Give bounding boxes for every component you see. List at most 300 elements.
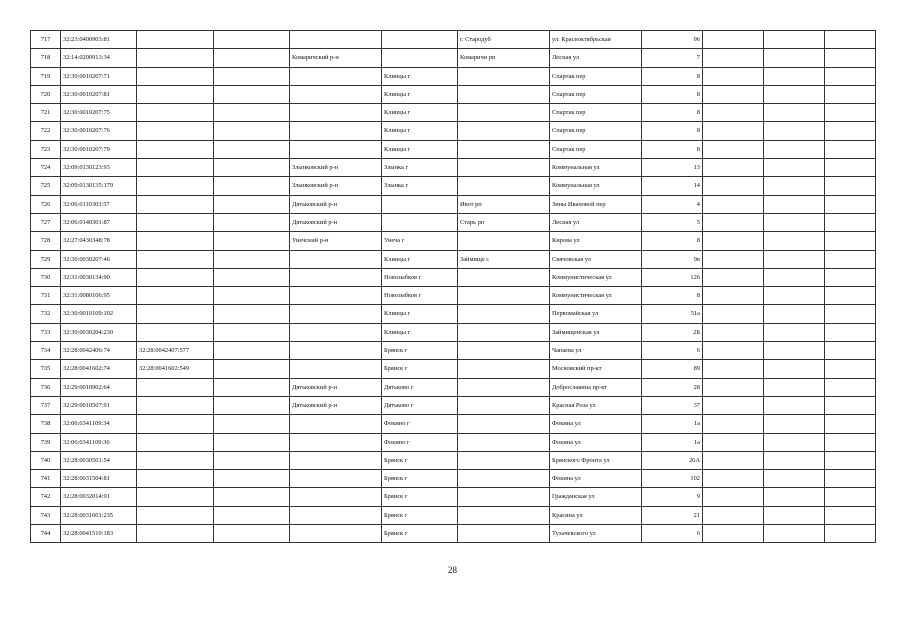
table-row [31, 268, 876, 286]
street-cell: Зины Ивановой пер [550, 195, 642, 213]
row-number-cell: 728 [31, 232, 61, 250]
city-cell: Дятьково г [382, 396, 458, 414]
empty-cell-3 [825, 268, 876, 286]
cadastral-number-cell: 32:28:0030501:54 [61, 451, 137, 469]
house-number-cell: 4 [642, 195, 703, 213]
extra-cadastral-cell: 32:28:0041602:549 [137, 360, 214, 378]
street-cell: Свячовская ул [550, 250, 642, 268]
blank-cell [214, 85, 290, 103]
empty-cell-2 [764, 506, 825, 524]
blank-cell [214, 415, 290, 433]
extra-cadastral-cell [137, 49, 214, 67]
blank-cell [214, 488, 290, 506]
house-number-cell: 9 [642, 488, 703, 506]
district-cell [290, 140, 382, 158]
empty-cell-3 [825, 195, 876, 213]
empty-cell-3 [825, 488, 876, 506]
empty-cell-1 [703, 104, 764, 122]
house-number-cell: 8 [642, 232, 703, 250]
table-row [31, 488, 876, 506]
row-number-cell: 733 [31, 323, 61, 341]
cadastral-number-cell: 32:28:0032014:91 [61, 488, 137, 506]
house-number-cell: 8 [642, 85, 703, 103]
table-row [31, 470, 876, 488]
house-number-cell: 7 [642, 49, 703, 67]
extra-cadastral-cell: 32:28:0042407:577 [137, 342, 214, 360]
property-register-table [30, 30, 876, 543]
table-row [31, 67, 876, 85]
cadastral-number-cell: 32:30:0010207:81 [61, 85, 137, 103]
street-cell: Лесная ул [550, 49, 642, 67]
blank-cell [214, 31, 290, 49]
row-number-cell: 730 [31, 268, 61, 286]
empty-cell-1 [703, 396, 764, 414]
settlement-cell [458, 287, 550, 305]
street-cell: Спартак пер [550, 85, 642, 103]
city-cell: Клинцы г [382, 85, 458, 103]
empty-cell-3 [825, 451, 876, 469]
row-number-cell: 719 [31, 67, 61, 85]
street-cell: Московский пр-кт [550, 360, 642, 378]
settlement-cell [458, 415, 550, 433]
house-number-cell: 8 [642, 67, 703, 85]
empty-cell-2 [764, 195, 825, 213]
street-cell: Спартак пер [550, 122, 642, 140]
city-cell: Фокино г [382, 415, 458, 433]
district-cell [290, 506, 382, 524]
extra-cadastral-cell [137, 415, 214, 433]
cadastral-number-cell: 32:09:0130135:179 [61, 177, 137, 195]
blank-cell [214, 506, 290, 524]
cadastral-number-cell: 32:30:0010207:71 [61, 67, 137, 85]
cadastral-number-cell: 32:28:0031504:81 [61, 470, 137, 488]
house-number-cell: 2Б [642, 323, 703, 341]
empty-cell-3 [825, 396, 876, 414]
table-row [31, 140, 876, 158]
extra-cadastral-cell [137, 287, 214, 305]
row-number-cell: 736 [31, 378, 61, 396]
district-cell [290, 433, 382, 451]
empty-cell-1 [703, 232, 764, 250]
empty-cell-2 [764, 232, 825, 250]
empty-cell-1 [703, 415, 764, 433]
table-row [31, 415, 876, 433]
empty-cell-3 [825, 31, 876, 49]
blank-cell [214, 177, 290, 195]
street-cell: Фокина ул [550, 415, 642, 433]
cadastral-number-cell: 32:27:0430348:78 [61, 232, 137, 250]
empty-cell-2 [764, 488, 825, 506]
empty-cell-2 [764, 323, 825, 341]
district-cell: Дятьковский р-н [290, 213, 382, 231]
house-number-cell: 8 [642, 122, 703, 140]
empty-cell-2 [764, 31, 825, 49]
blank-cell [214, 232, 290, 250]
settlement-cell: Займище с [458, 250, 550, 268]
house-number-cell: 96 [642, 31, 703, 49]
row-number-cell: 721 [31, 104, 61, 122]
empty-cell-2 [764, 360, 825, 378]
extra-cadastral-cell [137, 232, 214, 250]
extra-cadastral-cell [137, 396, 214, 414]
house-number-cell: 1а [642, 433, 703, 451]
table-row [31, 195, 876, 213]
district-cell [290, 470, 382, 488]
row-number-cell: 726 [31, 195, 61, 213]
city-cell: Злынка г [382, 177, 458, 195]
empty-cell-3 [825, 287, 876, 305]
cadastral-number-cell: 32:30:0030204:230 [61, 323, 137, 341]
district-cell: Унечский р-н [290, 232, 382, 250]
house-number-cell: 8 [642, 140, 703, 158]
row-number-cell: 738 [31, 415, 61, 433]
settlement-cell: г. Стародуб [458, 31, 550, 49]
house-number-cell: 26А [642, 451, 703, 469]
empty-cell-3 [825, 140, 876, 158]
city-cell [382, 195, 458, 213]
empty-cell-3 [825, 85, 876, 103]
city-cell: Клинцы г [382, 250, 458, 268]
empty-cell-3 [825, 305, 876, 323]
extra-cadastral-cell [137, 488, 214, 506]
table-row [31, 396, 876, 414]
street-cell: Коммунистическая ул [550, 268, 642, 286]
blank-cell [214, 287, 290, 305]
row-number-cell: 729 [31, 250, 61, 268]
settlement-cell: Ивот рп [458, 195, 550, 213]
district-cell: Комаричский р-н [290, 49, 382, 67]
empty-cell-1 [703, 49, 764, 67]
row-number-cell: 742 [31, 488, 61, 506]
cadastral-number-cell: 32:28:0042406:74 [61, 342, 137, 360]
settlement-cell: Комаричи рп [458, 49, 550, 67]
empty-cell-3 [825, 342, 876, 360]
cadastral-number-cell: 32:28:0041510:183 [61, 525, 137, 543]
cadastral-number-cell: 32:06:0341109:36 [61, 433, 137, 451]
settlement-cell [458, 525, 550, 543]
row-number-cell: 724 [31, 159, 61, 177]
empty-cell-2 [764, 213, 825, 231]
cadastral-number-cell: 32:06:0140301:87 [61, 213, 137, 231]
table-row [31, 378, 876, 396]
street-cell: ул. Красноктябрьская [550, 31, 642, 49]
empty-cell-1 [703, 305, 764, 323]
row-number-cell: 732 [31, 305, 61, 323]
city-cell [382, 213, 458, 231]
house-number-cell: 21 [642, 506, 703, 524]
settlement-cell [458, 378, 550, 396]
settlement-cell [458, 104, 550, 122]
cadastral-number-cell: 32:31:0080106:95 [61, 287, 137, 305]
extra-cadastral-cell [137, 323, 214, 341]
row-number-cell: 735 [31, 360, 61, 378]
settlement-cell [458, 323, 550, 341]
blank-cell [214, 342, 290, 360]
table-row [31, 104, 876, 122]
empty-cell-1 [703, 323, 764, 341]
street-cell: Кирова ул [550, 232, 642, 250]
cadastral-number-cell: 32:29:0010902:64 [61, 378, 137, 396]
table-row [31, 525, 876, 543]
empty-cell-2 [764, 122, 825, 140]
empty-cell-3 [825, 213, 876, 231]
table-row [31, 31, 876, 49]
empty-cell-1 [703, 195, 764, 213]
settlement-cell [458, 232, 550, 250]
row-number-cell: 740 [31, 451, 61, 469]
empty-cell-1 [703, 85, 764, 103]
empty-cell-3 [825, 323, 876, 341]
empty-cell-2 [764, 470, 825, 488]
row-number-cell: 723 [31, 140, 61, 158]
cadastral-number-cell: 32:31:0030134:90 [61, 268, 137, 286]
extra-cadastral-cell [137, 470, 214, 488]
blank-cell [214, 470, 290, 488]
street-cell: Чапаева ул [550, 342, 642, 360]
extra-cadastral-cell [137, 433, 214, 451]
empty-cell-1 [703, 488, 764, 506]
empty-cell-2 [764, 287, 825, 305]
blank-cell [214, 250, 290, 268]
row-number-cell: 731 [31, 287, 61, 305]
extra-cadastral-cell [137, 451, 214, 469]
empty-cell-2 [764, 159, 825, 177]
table-row [31, 287, 876, 305]
settlement-cell [458, 488, 550, 506]
table-row [31, 213, 876, 231]
extra-cadastral-cell [137, 305, 214, 323]
empty-cell-3 [825, 525, 876, 543]
settlement-cell [458, 122, 550, 140]
cadastral-number-cell: 32:06:0341109:34 [61, 415, 137, 433]
blank-cell [214, 140, 290, 158]
city-cell: Новозыбков г [382, 287, 458, 305]
blank-cell [214, 323, 290, 341]
city-cell [382, 49, 458, 67]
empty-cell-1 [703, 31, 764, 49]
empty-cell-3 [825, 470, 876, 488]
district-cell [290, 451, 382, 469]
blank-cell [214, 451, 290, 469]
empty-cell-1 [703, 159, 764, 177]
extra-cadastral-cell [137, 506, 214, 524]
blank-cell [214, 104, 290, 122]
empty-cell-1 [703, 451, 764, 469]
empty-cell-2 [764, 396, 825, 414]
table-body [31, 31, 876, 543]
street-cell: Коммунальная ул [550, 159, 642, 177]
blank-cell [214, 433, 290, 451]
table-row [31, 360, 876, 378]
city-cell: Брянск г [382, 451, 458, 469]
city-cell: Дятьково г [382, 378, 458, 396]
district-cell [290, 85, 382, 103]
empty-cell-1 [703, 342, 764, 360]
empty-cell-2 [764, 177, 825, 195]
city-cell: Фокино г [382, 433, 458, 451]
house-number-cell: 6 [642, 525, 703, 543]
house-number-cell: 102 [642, 470, 703, 488]
street-cell: Фокина ул [550, 470, 642, 488]
blank-cell [214, 67, 290, 85]
settlement-cell [458, 67, 550, 85]
blank-cell [214, 305, 290, 323]
district-cell: Дятьковский р-н [290, 195, 382, 213]
street-cell: Спартак пер [550, 104, 642, 122]
blank-cell [214, 360, 290, 378]
settlement-cell [458, 159, 550, 177]
empty-cell-2 [764, 305, 825, 323]
city-cell: Клинцы г [382, 67, 458, 85]
street-cell: Фокина ул [550, 433, 642, 451]
empty-cell-3 [825, 232, 876, 250]
house-number-cell: 6 [642, 342, 703, 360]
empty-cell-2 [764, 140, 825, 158]
empty-cell-2 [764, 525, 825, 543]
table-row [31, 49, 876, 67]
settlement-cell [458, 396, 550, 414]
empty-cell-3 [825, 415, 876, 433]
street-cell: Спартак пер [550, 67, 642, 85]
house-number-cell: 51а [642, 305, 703, 323]
extra-cadastral-cell [137, 250, 214, 268]
city-cell: Клинцы г [382, 305, 458, 323]
cadastral-number-cell: 32:30:0010109:102 [61, 305, 137, 323]
empty-cell-2 [764, 433, 825, 451]
settlement-cell [458, 470, 550, 488]
district-cell [290, 342, 382, 360]
settlement-cell [458, 506, 550, 524]
cadastral-number-cell: 32:28:0031601:235 [61, 506, 137, 524]
empty-cell-1 [703, 433, 764, 451]
district-cell [290, 287, 382, 305]
house-number-cell: 89 [642, 360, 703, 378]
empty-cell-1 [703, 360, 764, 378]
empty-cell-2 [764, 67, 825, 85]
cadastral-number-cell: 32:30:0030207:46 [61, 250, 137, 268]
empty-cell-1 [703, 287, 764, 305]
house-number-cell: 9в [642, 250, 703, 268]
blank-cell [214, 195, 290, 213]
district-cell [290, 122, 382, 140]
district-cell [290, 323, 382, 341]
row-number-cell: 744 [31, 525, 61, 543]
city-cell: Брянск г [382, 360, 458, 378]
cadastral-number-cell: 32:23:0400903:81 [61, 31, 137, 49]
extra-cadastral-cell [137, 213, 214, 231]
settlement-cell [458, 360, 550, 378]
city-cell: Брянск г [382, 470, 458, 488]
row-number-cell: 720 [31, 85, 61, 103]
district-cell: Дятьковский р-н [290, 396, 382, 414]
row-number-cell: 725 [31, 177, 61, 195]
empty-cell-1 [703, 525, 764, 543]
row-number-cell: 718 [31, 49, 61, 67]
empty-cell-3 [825, 159, 876, 177]
empty-cell-1 [703, 250, 764, 268]
page-number: 28 [448, 565, 457, 575]
empty-cell-3 [825, 360, 876, 378]
cadastral-number-cell: 32:06:0110303:57 [61, 195, 137, 213]
row-number-cell: 717 [31, 31, 61, 49]
city-cell: Клинцы г [382, 140, 458, 158]
city-cell: Клинцы г [382, 104, 458, 122]
house-number-cell: 14 [642, 177, 703, 195]
empty-cell-3 [825, 250, 876, 268]
extra-cadastral-cell [137, 67, 214, 85]
district-cell [290, 67, 382, 85]
extra-cadastral-cell [137, 140, 214, 158]
city-cell [382, 31, 458, 49]
settlement-cell [458, 268, 550, 286]
street-cell: Красина ул [550, 506, 642, 524]
street-cell: Красная Роза ул [550, 396, 642, 414]
house-number-cell: 37 [642, 396, 703, 414]
table-row [31, 159, 876, 177]
row-number-cell: 737 [31, 396, 61, 414]
table-row [31, 506, 876, 524]
settlement-cell [458, 177, 550, 195]
house-number-cell: 8 [642, 104, 703, 122]
blank-cell [214, 378, 290, 396]
extra-cadastral-cell [137, 104, 214, 122]
cadastral-number-cell: 32:30:0010207:75 [61, 104, 137, 122]
row-number-cell: 741 [31, 470, 61, 488]
city-cell: Брянск г [382, 525, 458, 543]
cadastral-number-cell: 32:30:0010207:76 [61, 122, 137, 140]
empty-cell-3 [825, 378, 876, 396]
house-number-cell: 8 [642, 287, 703, 305]
row-number-cell: 743 [31, 506, 61, 524]
settlement-cell [458, 451, 550, 469]
cadastral-number-cell: 32:29:0010507:91 [61, 396, 137, 414]
district-cell: Злынковский р-н [290, 159, 382, 177]
extra-cadastral-cell [137, 85, 214, 103]
table-row [31, 122, 876, 140]
district-cell [290, 525, 382, 543]
extra-cadastral-cell [137, 122, 214, 140]
district-cell [290, 250, 382, 268]
cadastral-number-cell: 32:28:0041602:74 [61, 360, 137, 378]
house-number-cell: 28 [642, 378, 703, 396]
city-cell: Унеча г [382, 232, 458, 250]
empty-cell-2 [764, 250, 825, 268]
settlement-cell [458, 85, 550, 103]
empty-cell-3 [825, 49, 876, 67]
empty-cell-3 [825, 104, 876, 122]
district-cell: Дятьковский р-н [290, 378, 382, 396]
table-row [31, 451, 876, 469]
cadastral-number-cell: 32:09:0130123:93 [61, 159, 137, 177]
empty-cell-2 [764, 342, 825, 360]
blank-cell [214, 396, 290, 414]
table-row [31, 342, 876, 360]
settlement-cell [458, 305, 550, 323]
blank-cell [214, 122, 290, 140]
extra-cadastral-cell [137, 268, 214, 286]
city-cell: Брянск г [382, 342, 458, 360]
blank-cell [214, 525, 290, 543]
table-row [31, 323, 876, 341]
table-row [31, 433, 876, 451]
extra-cadastral-cell [137, 378, 214, 396]
street-cell: Коммунальная ул [550, 177, 642, 195]
empty-cell-3 [825, 433, 876, 451]
house-number-cell: 5 [642, 213, 703, 231]
extra-cadastral-cell [137, 195, 214, 213]
street-cell: Первомайская ул [550, 305, 642, 323]
empty-cell-2 [764, 415, 825, 433]
